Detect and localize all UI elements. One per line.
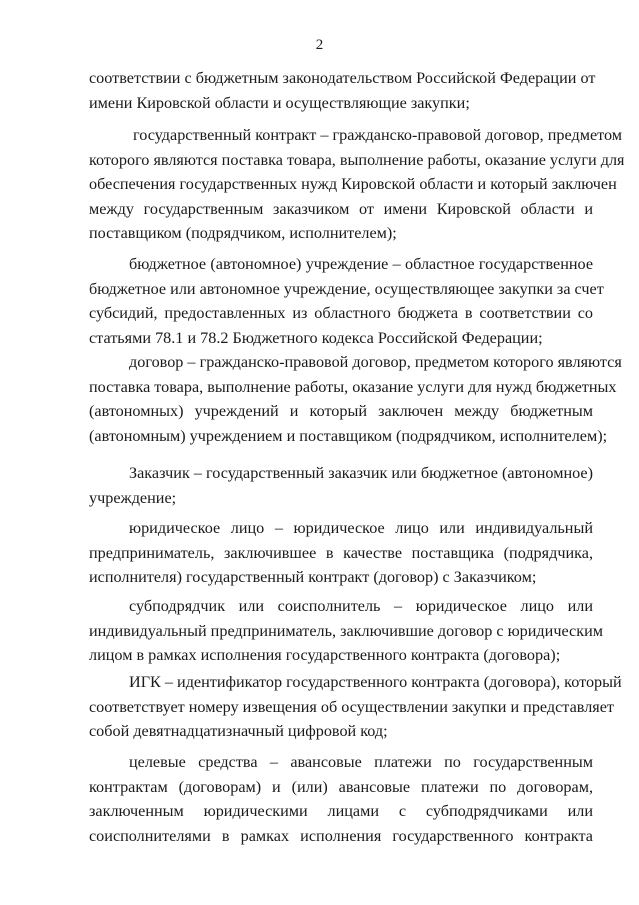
paragraph-line: поставка товара, выполнение работы, оказание услуги для нужд бюджетных bbox=[89, 377, 617, 396]
paragraph-line: соответствует номеру извещения об осуществлении закупки и представляет bbox=[89, 697, 614, 716]
paragraph-line: (автономных) учреждений и который заключен между бюджетным bbox=[89, 402, 593, 420]
paragraph-line: учреждение; bbox=[89, 488, 177, 507]
page-number: 2 bbox=[315, 37, 324, 53]
paragraph-line: индивидуальный предприниматель, заключившие договор с юридическим bbox=[89, 621, 603, 640]
paragraph-line: соисполнителями в рамках исполнения государственного контракта bbox=[89, 826, 593, 845]
paragraph-line: между государственным заказчиком от имени Кировской области и bbox=[89, 199, 593, 218]
paragraph-line: субсидий, предоставленных из областного бюджета в соответствии со bbox=[89, 304, 593, 322]
paragraph-line: поставщиком (подрядчиком, исполнителем); bbox=[89, 224, 397, 242]
paragraph-line: (автономным) учреждением и поставщиком (подрядчиком, исполнителем); bbox=[89, 426, 608, 445]
paragraph-line: статьями 78.1 и 78.2 Бюджетного кодекса Российской Федерации; bbox=[89, 328, 543, 347]
paragraph-line: бюджетное или автономное учреждение, осуществляющее закупки за счет bbox=[89, 279, 604, 298]
paragraph-line: целевые средства – авансовые платежи по государственным bbox=[129, 753, 593, 771]
paragraph-line: обеспечения государственных нужд Кировской области и который заключен bbox=[89, 175, 617, 193]
paragraph-8 bbox=[89, 670, 622, 744]
paragraph-2 bbox=[89, 123, 625, 246]
paragraph-line: собой девятнадцатизначный цифровой код; bbox=[89, 722, 388, 740]
paragraph-line: предприниматель, заключившее в качестве поставщика (подрядчика, bbox=[89, 543, 593, 562]
paragraph-line: имени Кировской области и осуществляющие закупки; bbox=[89, 93, 470, 112]
paragraph-line: контрактам (договорам) и (или) авансовые платежи по договорам, bbox=[89, 777, 593, 796]
paragraph-line: субподрядчик или соисполнитель – юридическое лицо или bbox=[129, 597, 593, 615]
paragraph-line: которого являются поставка товара, выполнение работы, оказание услуги для bbox=[89, 150, 625, 169]
paragraph-6 bbox=[89, 516, 593, 590]
paragraph-line: лицом в рамках исполнения государственного контракта (договора); bbox=[89, 646, 561, 664]
paragraph-line: юридическое лицо – юридическое лицо или индивидуальный bbox=[129, 519, 593, 537]
paragraph-4 bbox=[89, 350, 622, 448]
paragraph-1 bbox=[89, 66, 596, 115]
paragraph-line: заключенным юридическими лицами с субподрядчиками или bbox=[89, 802, 593, 820]
paragraph-3 bbox=[89, 252, 604, 350]
paragraph-9 bbox=[89, 750, 593, 848]
paragraph-7 bbox=[89, 594, 603, 668]
paragraph-line: договор – гражданско-правовой договор, предметом которого являются bbox=[129, 353, 622, 371]
paragraph-line: государственный контракт – гражданско-правовой договор, предметом bbox=[133, 126, 623, 144]
paragraph-5 bbox=[89, 461, 593, 510]
paragraph-line: исполнителя) государственный контракт (договор) с Заказчиком; bbox=[89, 568, 537, 586]
paragraph-line: соответствии с бюджетным законодательством Российской Федерации от bbox=[89, 69, 596, 87]
paragraph-line: бюджетное (автономное) учреждение – областное государственное bbox=[129, 255, 593, 273]
paragraph-line: ИГК – идентификатор государственного контракта (договора), который bbox=[129, 673, 622, 691]
paragraph-line: Заказчик – государственный заказчик или бюджетное (автономное) bbox=[129, 464, 593, 482]
